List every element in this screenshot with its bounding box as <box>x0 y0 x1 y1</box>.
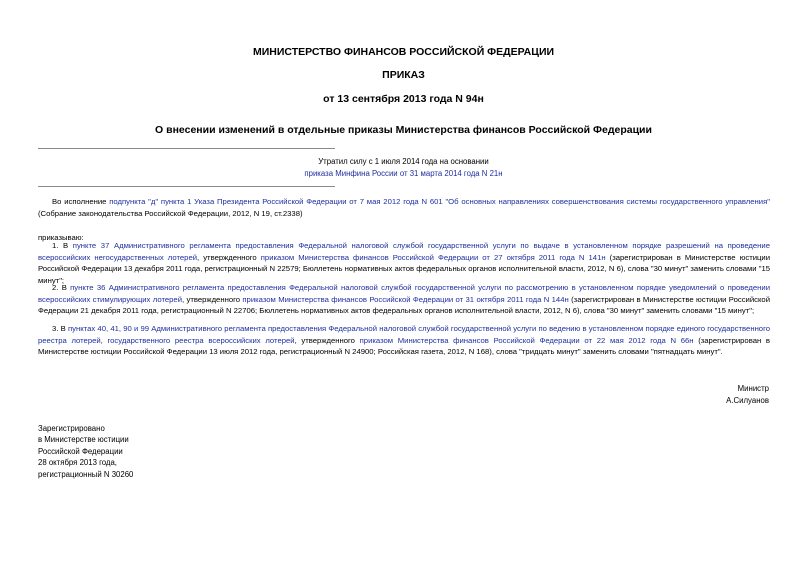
item-mid: , утвержденного <box>182 294 243 304</box>
item-mid: , утвержденного <box>294 335 360 345</box>
item-mid: , утвержденного <box>197 252 261 262</box>
intro-paragraph <box>38 196 770 219</box>
item-regulation-link[interactable]: пункте 36 Административного регламента предоставления Федеральной налоговой службой государственной услуги по рассмотрению в установленном порядке уведомлений о проведении всероссийских стимулирующих лотерей <box>38 283 770 304</box>
registration-line: в Министерстве юстиции <box>38 435 129 445</box>
intro-suffix: (Собрание законодательства Российской Федерации, 2012, N 19, ст.2338) <box>38 208 303 218</box>
void-notice-text: Утратил силу с 1 июля 2014 года на основании <box>318 157 489 166</box>
item-order-link[interactable]: приказом Министерства финансов Российской Федерации от 31 октября 2011 года N 144н <box>242 294 569 304</box>
document-date-number: от 13 сентября 2013 года N 94н <box>323 93 484 105</box>
void-notice-line2 <box>0 169 807 178</box>
item-prefix: 2. В <box>52 283 71 292</box>
registration-number: регистрационный N 30260 <box>38 469 134 479</box>
registration-date: 28 октября 2013 года, <box>38 458 117 468</box>
item-order-link[interactable]: приказом Министерства финансов Российской Федерации от 22 мая 2012 года N 66н <box>359 335 694 345</box>
void-notice-link[interactable]: приказа Минфина России от 31 марта 2014 года N 21н <box>304 169 503 178</box>
list-item <box>38 240 770 286</box>
item-suffix: (зарегистрирован в Министерстве юстиции Российской Федерации 21 декабря 2011 года, регистрационный N 22706; Бюллетень нормативных актов федеральных органов исполнительной власти, 2012, N 6), слова "30 минут" заменить словами "15 минут"; <box>38 294 770 316</box>
item-regulation-link[interactable]: пунктах 40, 41, 90 и 99 Административного регламента предоставления Федеральной налоговой службой государственной услуги по ведению в установленном порядке единого государственного реестра лотерей, государственного реестра всероссийских лотерей <box>38 324 770 345</box>
list-item <box>38 282 770 317</box>
item-regulation-link[interactable]: пункте 37 Административного регламента предоставления Федеральной налоговой службой государственной услуги по выдаче в установленном порядке разрешений на проведение всероссийских негосударственных лотерей <box>38 241 770 262</box>
signature-title: Министр <box>737 384 769 393</box>
intro-decree-link[interactable]: подпункта "д" пункта 1 Указа Президента Российской Федерации от 7 мая 2012 года N 601 "Об основных направлениях совершенствования системы государственного управления" <box>109 197 770 206</box>
registration-block <box>38 423 133 480</box>
divider-bottom <box>38 186 335 187</box>
item-prefix: 1. В <box>52 241 73 250</box>
divider-top <box>38 148 335 149</box>
signature-name: А.Силуанов <box>726 395 769 405</box>
registration-line: Российской Федерации <box>38 446 123 456</box>
item-prefix: 3. В <box>52 324 68 333</box>
item-suffix: (зарегистрирован в Министерстве юстиции Российской Федерации 13 июля 2012 года, регистрационный N 24900; Российская газета, 2012, N 168), слова "тридцать минут" заменить словами "пятнадцать минут". <box>38 335 771 357</box>
signature-block <box>726 383 769 406</box>
document-subject: О внесении изменений в отдельные приказы Министерства финансов Российской Федерации <box>155 124 652 136</box>
document-type: ПРИКАЗ <box>382 69 425 81</box>
item-order-link[interactable]: приказом Министерства финансов Российской Федерации от 27 октября 2011 года N 141н <box>260 252 606 262</box>
ministry-title: МИНИСТЕРСТВО ФИНАНСОВ РОССИЙСКОЙ ФЕДЕРАЦИИ <box>252 46 555 58</box>
orders-word: приказываю: <box>38 233 84 242</box>
list-item <box>38 323 770 358</box>
item-suffix: (зарегистрирован в Министерстве юстиции Российской Федерации 13 декабря 2011 года, регистрационный N 22579; Бюллетень нормативных актов федеральных органов исполнительной власти, 2012, N 6), слова "30 минут" заменить словами "15 минут"; <box>38 252 771 285</box>
registration-line: Зарегистрировано <box>38 424 105 433</box>
intro-prefix: Во исполнение <box>52 197 110 206</box>
